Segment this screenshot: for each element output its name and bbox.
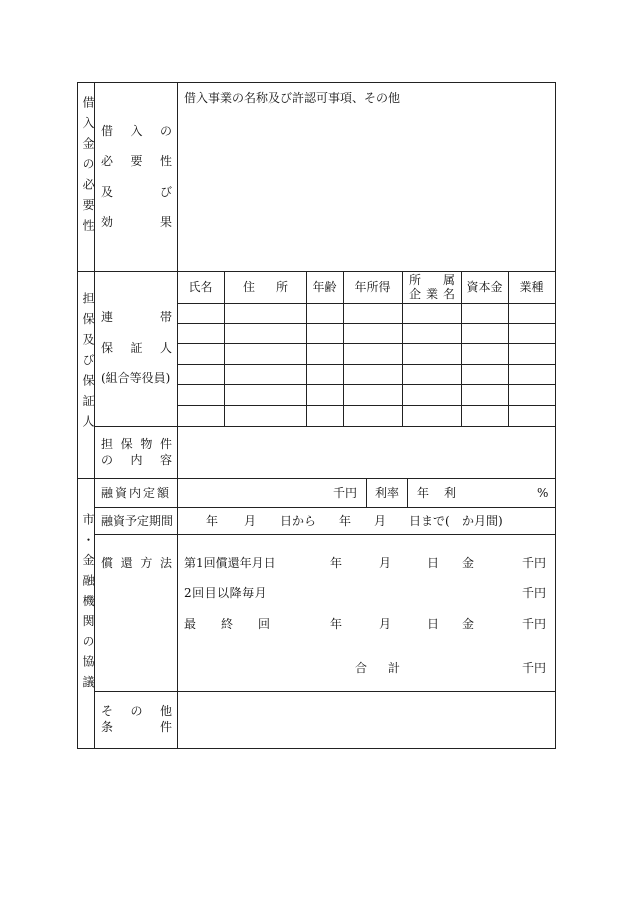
other-conditions-label: そ の 他 — [101, 704, 172, 718]
label-line: 保 証 人 — [101, 341, 172, 355]
frame-top — [77, 82, 556, 83]
repayment-label: 償 還 方 法 — [101, 556, 172, 570]
section-vertical-title: 市・金融機関の協議 — [81, 513, 95, 696]
period-year: 年 — [339, 514, 352, 528]
col-divider — [224, 271, 225, 426]
unit-thousand-yen: 千円 — [522, 661, 547, 675]
section-vertical-title: 借入金の必要性 — [81, 96, 95, 240]
col-header-capital: 資本金 — [466, 280, 503, 294]
label-line: 必 要 性 — [101, 154, 172, 168]
other-conditions-label: 条 件 — [101, 720, 172, 734]
row-divider — [177, 343, 556, 344]
label-line: 効 果 — [101, 215, 172, 229]
collateral-content-field[interactable] — [178, 427, 555, 477]
unit-thousand-yen: 千円 — [333, 486, 358, 500]
date-year: 年 — [330, 617, 343, 631]
section-collateral-guarantor — [78, 292, 94, 436]
period-year: 年 — [206, 514, 219, 528]
col-header-income: 年所得 — [354, 280, 391, 294]
period-months: か月間) — [462, 514, 503, 528]
date-month: 月 — [379, 556, 392, 570]
section-loan-necessity — [78, 96, 94, 240]
date-day: 日 — [427, 617, 440, 631]
row-divider — [77, 271, 556, 272]
unit-thousand-yen: 千円 — [522, 586, 547, 600]
section-vertical-title: 担保及び保証人 — [81, 292, 95, 436]
total-label: 合 計 — [355, 661, 400, 675]
final-repayment-label: 最 終 回 — [184, 617, 270, 631]
frame-bottom — [77, 748, 556, 749]
col-header-name: 氏名 — [188, 280, 213, 294]
label-line: 連 帯 — [101, 310, 172, 324]
row-divider — [177, 323, 556, 324]
col-divider — [407, 478, 408, 507]
label-line: 及 び — [101, 185, 172, 199]
label-line: (組合等役員) — [101, 371, 171, 385]
col-divider — [402, 271, 403, 426]
row-divider — [94, 534, 556, 535]
planned-amount-label: 融資内定額 — [101, 486, 172, 500]
period-month: 月 — [374, 514, 387, 528]
col-divider — [343, 271, 344, 426]
row-divider — [177, 384, 556, 385]
amount-gold: 金 — [462, 617, 475, 631]
period-from: 日から — [280, 514, 317, 528]
col-divider — [508, 271, 509, 426]
second-onward-label: 2回目以降毎月 — [184, 586, 268, 600]
period-until: 日まで( — [409, 514, 450, 528]
necessity-content-header: 借入事業の名称及び許認可事項、その他 — [184, 91, 401, 105]
date-year: 年 — [330, 556, 343, 570]
label-line: の 内 容 — [101, 453, 172, 467]
other-conditions-field[interactable] — [178, 692, 555, 748]
period-label: 融資予定期間 — [101, 514, 174, 528]
row-divider — [177, 405, 556, 406]
label-line: 担 保 物 件 — [101, 437, 172, 451]
col-divider — [461, 271, 462, 426]
first-repayment-label: 第1回償還年月日 — [184, 556, 276, 570]
period-month: 月 — [244, 514, 257, 528]
unit-thousand-yen: 千円 — [522, 556, 547, 570]
row-divider — [77, 478, 556, 479]
col-header-company: 所 属 — [409, 273, 455, 287]
label-line: 借 入 の — [101, 124, 172, 138]
interest-label: 利率 — [375, 486, 400, 500]
col-header-company: 企 業 名 — [409, 287, 455, 301]
row-divider — [177, 303, 556, 304]
necessity-content-field[interactable] — [178, 108, 555, 270]
col-header-age: 年齢 — [312, 280, 337, 294]
row-divider — [177, 364, 556, 365]
row-divider — [94, 507, 556, 508]
section-city-bank-consultation — [78, 513, 94, 696]
frame-right — [555, 82, 556, 749]
col-header-address: 住 所 — [243, 280, 288, 294]
unit-thousand-yen: 千円 — [522, 617, 547, 631]
date-month: 月 — [379, 617, 392, 631]
col-divider — [306, 271, 307, 426]
col-divider — [366, 478, 367, 507]
date-day: 日 — [427, 556, 440, 570]
annual-rate-label: 年 利 — [417, 486, 456, 500]
percent-sign: % — [537, 486, 549, 500]
amount-gold: 金 — [462, 556, 475, 570]
col-header-industry: 業種 — [519, 280, 544, 294]
